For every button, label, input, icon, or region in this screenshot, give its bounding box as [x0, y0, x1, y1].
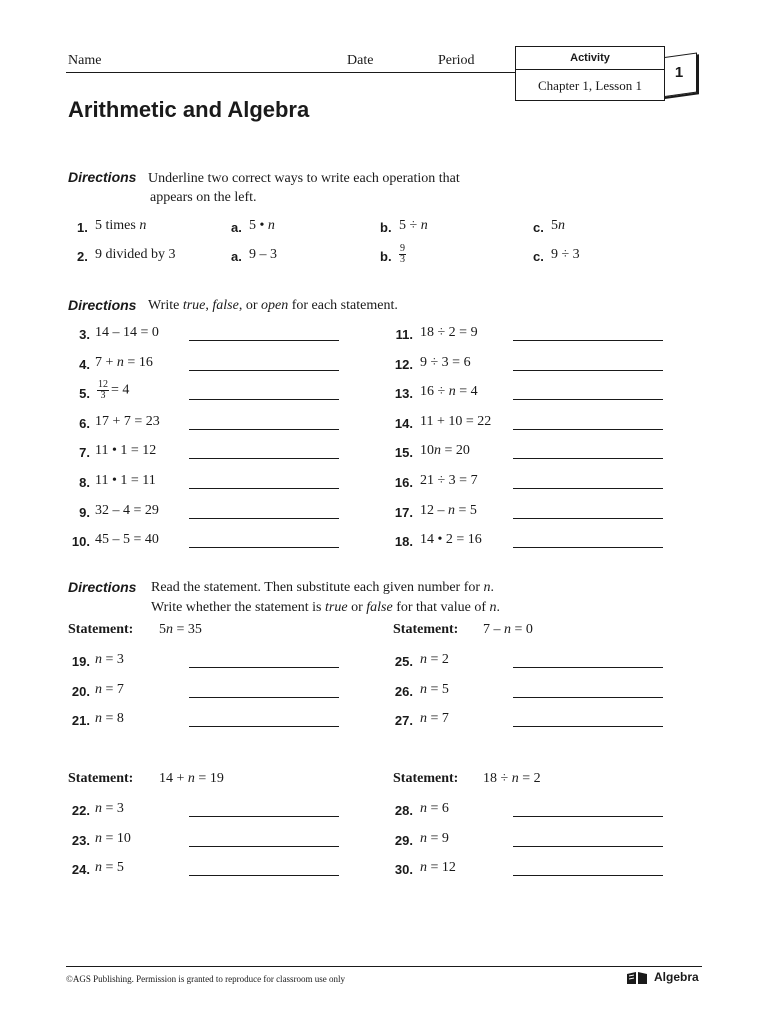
section3-directions-label: Directions [68, 579, 137, 595]
answer-blank[interactable] [189, 816, 339, 817]
statement-text: 14 – 14 = 0 [95, 325, 159, 340]
item-number: 20. [71, 683, 90, 699]
footer-rule [66, 966, 702, 967]
substitution-value: n = 10 [95, 830, 131, 846]
statement-equation: 18 ÷ n = 2 [483, 771, 541, 786]
item-number: 9. [79, 504, 90, 520]
item-number: 26. [394, 683, 413, 699]
statement-rest: = 4 [111, 382, 130, 398]
section1-directions-label: Directions [68, 169, 137, 185]
problem-prompt: 5 times n [95, 218, 147, 233]
answer-blank[interactable] [513, 875, 663, 876]
answer-blank[interactable] [513, 429, 663, 430]
substitution-value: n = 8 [95, 711, 124, 726]
answer-blank[interactable] [513, 667, 663, 668]
substitution-value: n = 5 [420, 681, 449, 697]
fraction [399, 244, 406, 265]
statement-text: 11 • 1 = 11 [95, 473, 156, 488]
section1-directions-line2: appears on the left. [150, 190, 257, 205]
answer-blank[interactable] [189, 667, 339, 668]
problem-prompt: 9 divided by 3 [95, 247, 176, 262]
substitution-value: n = 3 [95, 652, 124, 667]
item-number: 4. [79, 356, 90, 372]
statement-equation: 5n = 35 [159, 622, 202, 637]
item-number: 17. [394, 504, 413, 520]
option-a-label: a. [231, 220, 242, 235]
answer-blank[interactable] [513, 846, 663, 847]
answer-blank[interactable] [513, 518, 663, 519]
period-label: Period [438, 53, 475, 68]
item-number: 13. [394, 386, 413, 402]
substitution-value: n = 7 [420, 711, 449, 726]
answer-blank[interactable] [513, 697, 663, 698]
item-number: 21. [71, 713, 90, 728]
answer-blank[interactable] [189, 429, 339, 430]
option-a[interactable]: 9 – 3 [249, 247, 277, 262]
item-number: 14. [394, 415, 413, 431]
option-c-label: c. [533, 220, 544, 235]
answer-blank[interactable] [189, 846, 339, 847]
statement-text: 10n = 20 [420, 443, 470, 459]
statement-label: Statement: [393, 622, 459, 637]
item-number: 27. [394, 713, 413, 728]
statement-text: 21 ÷ 3 = 7 [420, 473, 478, 488]
item-number: 30. [394, 862, 413, 877]
substitution-value: n = 6 [420, 801, 449, 816]
section2-directions-label: Directions [68, 297, 137, 313]
answer-blank[interactable] [189, 399, 339, 400]
problem-number: 1. [77, 220, 88, 235]
option-a-label: a. [231, 249, 242, 264]
option-a[interactable]: 5 • n [249, 218, 275, 233]
item-number: 5. [79, 386, 90, 402]
date-label: Date [347, 53, 374, 68]
substitution-value: n = 5 [95, 860, 124, 875]
item-number: 28. [394, 803, 413, 818]
answer-blank[interactable] [189, 340, 339, 341]
footer-copyright: ©AGS Publishing. Permission is granted to reproduce for classroom use only [66, 974, 346, 984]
statement-text: 12 – n = 5 [420, 502, 477, 518]
substitution-value: n = 12 [420, 860, 456, 875]
section3-directions-line1: Read the statement. Then substitute each given number for n. [151, 580, 495, 595]
item-number: 22. [71, 803, 90, 818]
statement-label: Statement: [393, 771, 459, 786]
substitution-value: n = 2 [420, 652, 449, 667]
item-number: 10. [71, 534, 90, 550]
item-number: 11. [395, 327, 413, 342]
substitution-value: n = 3 [95, 801, 124, 816]
item-number: 23. [71, 832, 90, 848]
item-number: 12. [394, 356, 413, 372]
statement-text: 17 + 7 = 23 [95, 413, 160, 429]
item-number: 3. [79, 327, 90, 342]
option-b-label: b. [380, 220, 392, 235]
answer-blank[interactable] [513, 399, 663, 400]
answer-blank[interactable] [513, 816, 663, 817]
answer-blank[interactable] [189, 370, 339, 371]
item-number: 25. [394, 654, 413, 669]
statement-text: 11 • 1 = 12 [95, 443, 157, 459]
header-rule [66, 72, 516, 73]
item-number: 7. [79, 445, 90, 461]
name-label: Name [68, 53, 102, 68]
item-number: 18. [394, 534, 413, 550]
item-number: 24. [71, 862, 90, 877]
statement-label: Statement: [68, 622, 134, 637]
substitution-value: n = 7 [95, 681, 124, 697]
statement-text: 18 ÷ 2 = 9 [420, 325, 478, 340]
answer-blank[interactable] [513, 547, 663, 548]
item-number: 19. [71, 654, 90, 669]
answer-blank[interactable] [189, 458, 339, 459]
fraction-denominator: 3 [100, 390, 106, 402]
activity-divider [515, 69, 665, 70]
fraction [97, 380, 109, 401]
statement-text: 32 – 4 = 29 [95, 502, 159, 518]
statement-text: 9 ÷ 3 = 6 [420, 354, 471, 370]
answer-blank[interactable] [189, 547, 339, 548]
item-number: 6. [79, 415, 90, 431]
answer-blank[interactable] [513, 340, 663, 341]
option-c-label: c. [533, 249, 544, 264]
section2-directions-text: Write true, false, or open for each statement. [148, 298, 398, 313]
answer-blank[interactable] [513, 458, 663, 459]
chapter-label: Chapter 1, Lesson 1 [538, 78, 642, 93]
answer-blank[interactable] [513, 726, 663, 727]
answer-blank[interactable] [189, 726, 339, 727]
item-number: 29. [394, 832, 413, 848]
problem-number: 2. [77, 249, 88, 264]
statement-text: 14 • 2 = 16 [420, 532, 482, 548]
answer-blank[interactable] [513, 488, 663, 489]
item-number: 16. [394, 475, 413, 490]
statement-text [95, 380, 129, 401]
statement-text: 45 – 5 = 40 [95, 532, 159, 548]
option-c[interactable]: 9 ÷ 3 [551, 247, 580, 262]
option-b[interactable]: 5 ÷ n [399, 218, 428, 233]
item-number: 8. [79, 475, 90, 490]
activity-label: Activity [570, 52, 610, 64]
statement-equation: 14 + n = 19 [159, 771, 224, 786]
statement-text: 16 ÷ n = 4 [420, 384, 478, 400]
answer-blank[interactable] [189, 488, 339, 489]
section3-directions-line2: Write whether the statement is true or false for that value of n. [151, 600, 500, 615]
option-c[interactable]: 5n [551, 218, 565, 233]
option-b-label: b. [380, 249, 392, 264]
statement-text: 7 + n = 16 [95, 354, 153, 370]
footer-logo-text: Algebra [654, 970, 699, 984]
fraction-numerator: 9 [400, 243, 405, 254]
fraction-numerator: 12 [98, 379, 108, 391]
answer-blank[interactable] [189, 697, 339, 698]
activity-number: 1 [674, 64, 684, 81]
answer-blank[interactable] [513, 370, 663, 371]
book-icon [626, 971, 648, 985]
page-title: Arithmetic and Algebra [68, 97, 310, 122]
item-number: 15. [394, 445, 413, 461]
substitution-value: n = 9 [420, 830, 449, 846]
fraction-denominator: 3 [400, 254, 405, 265]
statement-label: Statement: [68, 771, 134, 786]
answer-blank[interactable] [189, 518, 339, 519]
section1-directions-line1: Underline two correct ways to write each operation that [148, 171, 460, 186]
option-b[interactable] [397, 244, 408, 265]
answer-blank[interactable] [189, 875, 339, 876]
statement-equation: 7 – n = 0 [483, 622, 533, 637]
statement-text: 11 + 10 = 22 [420, 413, 492, 429]
